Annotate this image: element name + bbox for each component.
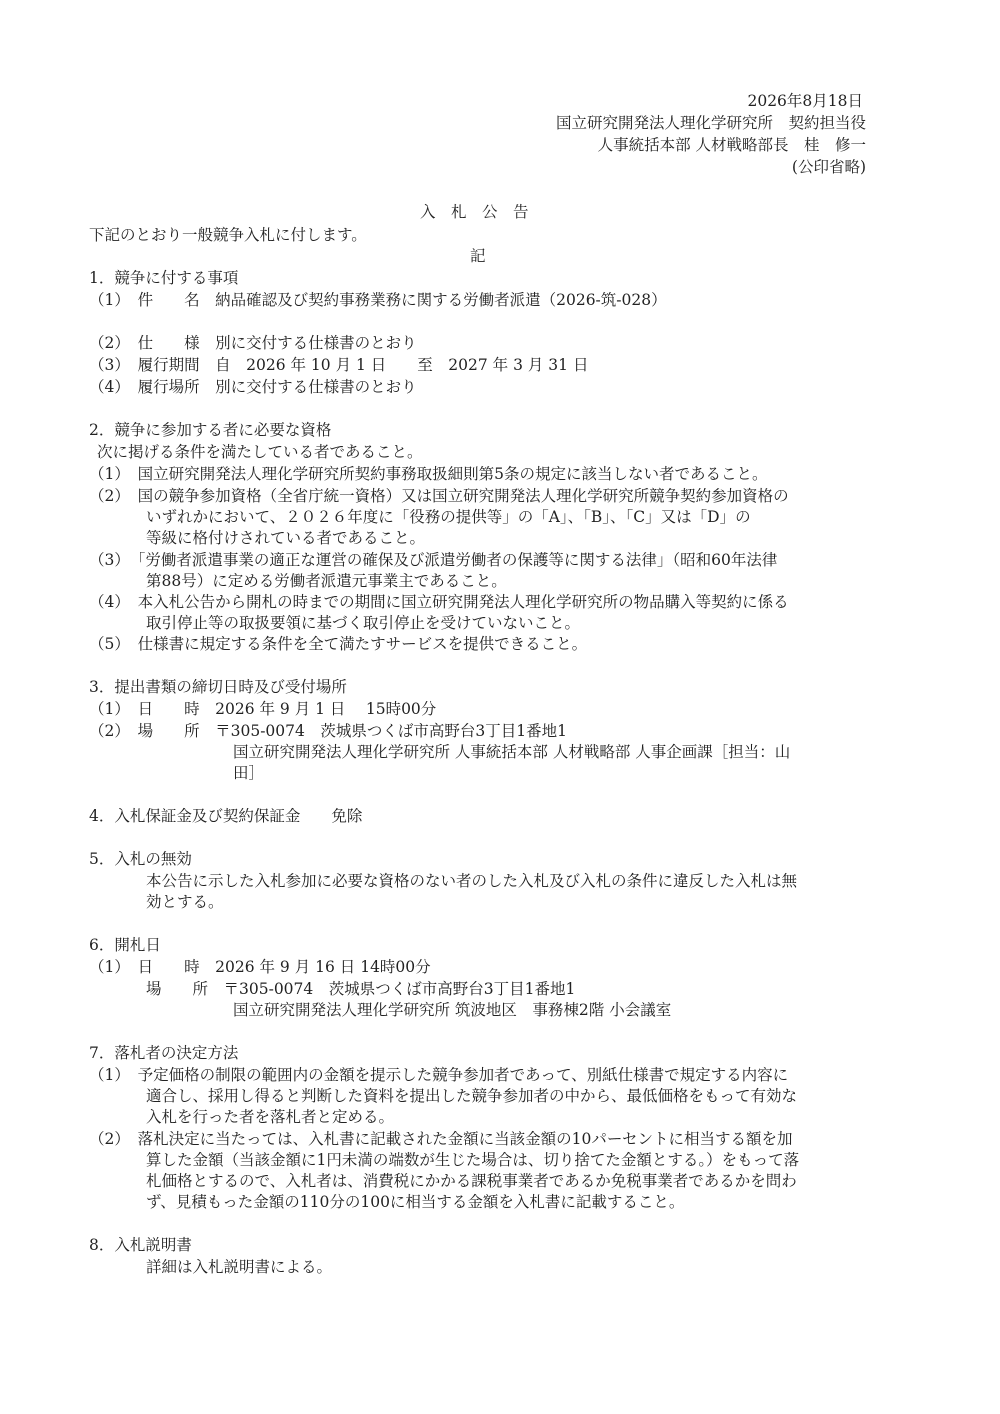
section-2-item-3-line-1: （3） 「労働者派遣事業の適正な運営の確保及び派遣労働者の保護等に関する法律」（昭和60年法律: [89, 551, 778, 569]
section-3-item-2-line-3: 田］: [233, 764, 265, 782]
section-7-item-2-line-4: ず、見積もった金額の110分の100に相当する金額を入札書に記載すること。: [146, 1193, 685, 1211]
section-6-item-2: 場 所 〒305-0074 茨城県つくば市高野台3丁目1番地1: [146, 980, 576, 998]
section-2-item-5: （5） 仕様書に規定する条件を全て満たすサービスを提供できること。: [89, 635, 588, 653]
section-1-item-1: （1） 件 名 納品確認及び契約事務業務に関する労働者派遣（2026-筑-028）: [89, 291, 667, 309]
section-7-heading: 7．落札者の決定方法: [89, 1044, 239, 1062]
ki-marker: 記: [470, 247, 486, 265]
section-2-item-4-line-1: （4） 本入札公告から開札の時までの期間に国立研究開発法人理化学研究所の物品購入等契約に係る: [89, 593, 789, 611]
section-1-item-3: （3） 履行期間 自 2026 年 10 月 1 日 至 2027 年 3 月 31 日: [89, 356, 589, 374]
section-1-item-2: （2） 仕 様 別に交付する仕様書のとおり: [89, 334, 417, 352]
section-6-item-1: （1） 日 時 2026 年 9 月 16 日 14時00分: [89, 958, 431, 976]
section-2-item-3-line-2: 第88号）に定める労働者派遣元事業主であること。: [146, 572, 507, 590]
section-1-item-4: （4） 履行場所 別に交付する仕様書のとおり: [89, 378, 417, 396]
seal-omitted-note: (公印省略): [791, 158, 866, 176]
section-7-item-1-line-1: （1） 予定価格の制限の範囲内の金額を提示した競争参加者であって、別紙仕様書で規定する内容に: [89, 1066, 789, 1084]
section-3-item-2: （2） 場 所 〒305-0074 茨城県つくば市高野台3丁目1番地1: [89, 722, 567, 740]
section-2-heading: 2．競争に参加する者に必要な資格: [89, 421, 332, 439]
section-3-item-2-line-2: 国立研究開発法人理化学研究所 人事統括本部 人材戦略部 人事企画課［担当：山: [233, 743, 791, 761]
section-2-item-1: （1） 国立研究開発法人理化学研究所契約事務取扱細則第5条の規定に該当しない者であること。: [89, 465, 768, 483]
section-7-item-2-line-1: （2） 落札決定に当たっては、入札書に記載された金額に当該金額の10パーセントに相当する額を加: [89, 1130, 793, 1148]
issuer-organization: 国立研究開発法人理化学研究所 契約担当役: [555, 114, 866, 132]
issuer-person: 人事統括本部 人材戦略部長 桂 修一: [597, 136, 866, 154]
section-2-lead: 次に掲げる条件を満たしている者であること。: [97, 443, 423, 461]
notice-date: 2026年8月18日: [747, 92, 863, 110]
section-5-heading: 5．入札の無効: [89, 850, 192, 868]
intro-text: 下記のとおり一般競争入札に付します。: [89, 226, 367, 244]
section-2-item-2-line-1: （2） 国の競争参加資格（全省庁統一資格）又は国立研究開発法人理化学研究所競争契約参加資格の: [89, 487, 789, 505]
section-5-line-2: 効とする。: [146, 893, 224, 911]
section-7-item-2-line-3: 札価格とするので、入札者は、消費税にかかる課税事業者であるか免税事業者であるかを問わ: [146, 1172, 797, 1190]
section-8-heading: 8．入札説明書: [89, 1236, 192, 1254]
section-2-item-4-line-2: 取引停止等の取扱要領に基づく取引停止を受けていないこと。: [146, 614, 581, 632]
section-7-item-1-line-3: 入札を行った者を落札者と定める。: [146, 1108, 395, 1126]
section-6-item-2-line-2: 国立研究開発法人理化学研究所 筑波地区 事務棟2階 小会議室: [233, 1001, 672, 1019]
document-title: 入 札 公 告: [420, 203, 529, 221]
section-6-heading: 6．開札日: [89, 936, 161, 954]
section-3-item-1: （1） 日 時 2026 年 9 月 1 日 15時00分: [89, 700, 437, 718]
section-2-item-2-line-2: いずれかにおいて、２０２６年度に「役務の提供等」の「A」、「B」、「C」又は「D」の: [146, 508, 751, 526]
section-5-line-1: 本公告に示した入札参加に必要な資格のない者のした入札及び入札の条件に違反した入札は無: [146, 872, 798, 890]
section-8-line-1: 詳細は入札説明書による。: [146, 1258, 333, 1276]
section-3-heading: 3．提出書類の締切日時及び受付場所: [89, 678, 347, 696]
section-7-item-2-line-2: 算した金額（当該金額に1円未満の端数が生じた場合は、切り捨てた金額とする。）をもって落: [146, 1151, 800, 1169]
section-4-heading: 4．入札保証金及び契約保証金 免除: [89, 807, 363, 825]
section-7-item-1-line-2: 適合し、採用し得ると判断した資料を提出した競争参加者の中から、最低価格をもって有効な: [146, 1087, 798, 1105]
section-1-heading: 1．競争に付する事項: [89, 269, 239, 287]
section-2-item-2-line-3: 等級に格付けされている者であること。: [146, 529, 426, 547]
